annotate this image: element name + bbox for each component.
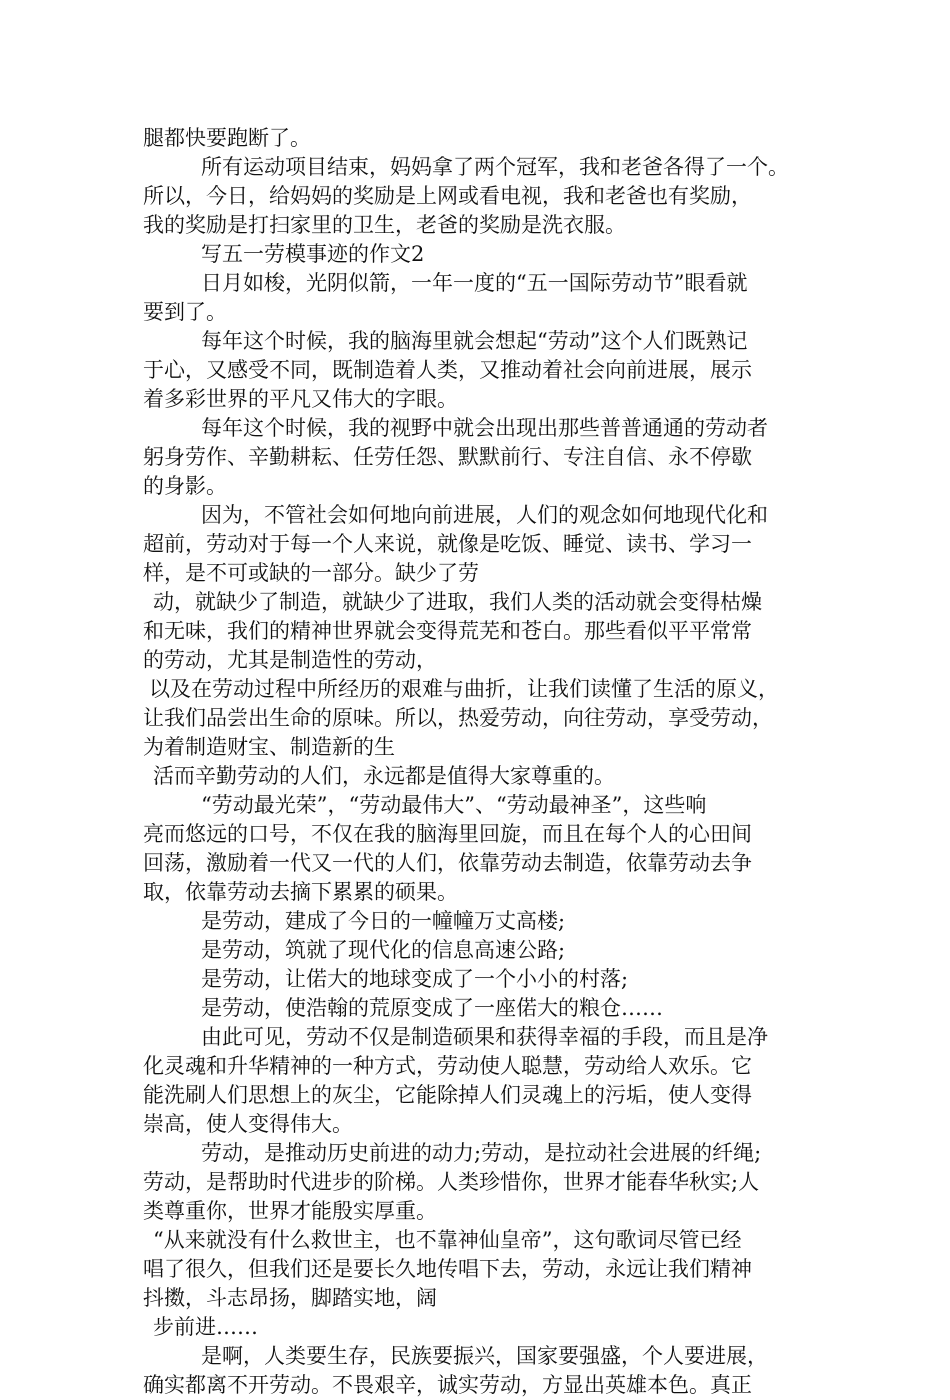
- text-line: 化灵魂和升华精神的一种方式，劳动使人聪慧，劳动给人欢乐。它: [143, 1054, 752, 1078]
- text-line: 是劳动，建成了今日的一幢幢万丈高楼;: [201, 909, 566, 933]
- text-line: “从来就没有什么救世主，也不靠神仙皇帝”，这句歌词尽管已经: [153, 1228, 742, 1252]
- text-line: 劳动，是推动历史前进的动力;劳动，是拉动社会进展的纤绳;: [201, 1141, 762, 1165]
- text-line: 日月如梭，光阴似箭，一年一度的“五一国际劳动节”眼看就: [201, 271, 748, 295]
- essay-body: [143, 124, 833, 1400]
- text-line: 由此可见，劳动不仅是制造硕果和获得幸福的手段，而且是净: [201, 1025, 768, 1049]
- text-line: 是劳动，筑就了现代化的信息高速公路;: [201, 938, 566, 962]
- text-line: 要到了。: [143, 300, 227, 324]
- text-line: 是啊，人类要生存，民族要振兴，国家要强盛，个人要进展，: [201, 1344, 768, 1368]
- text-line: 活而辛勤劳动的人们，永远都是值得大家尊重的。: [153, 764, 615, 788]
- text-line: 以及在劳动过程中所经历的艰难与曲折，让我们读懂了生活的原义，: [149, 677, 779, 701]
- text-line: 和无味，我们的精神世界就会变得荒芜和苍白。那些看似平平常常: [143, 619, 752, 643]
- text-line: 是劳动，使浩翰的荒原变成了一座偌大的粮仓……: [201, 996, 663, 1020]
- text-line: 着多彩世界的平凡又伟大的字眼。: [143, 387, 458, 411]
- text-line: 取，依靠劳动去摘下累累的硕果。: [143, 880, 458, 904]
- text-line: 每年这个时候，我的脑海里就会想起“劳动”这个人们既熟记: [201, 329, 748, 353]
- text-line: 样，是不可或缺的一部分。缺少了劳: [143, 561, 479, 585]
- text-line: 于心，又感受不同，既制造着人类，又推动着社会向前进展，展示: [143, 358, 752, 382]
- text-line: 能洗刷人们思想上的灰尘，它能除掉人们灵魂上的污垢，使人变得: [143, 1083, 752, 1107]
- text-line: 类尊重你，世界才能殷实厚重。: [143, 1199, 437, 1223]
- text-line: 为着制造财宝、制造新的生: [143, 735, 395, 759]
- text-line: 每年这个时候，我的视野中就会出现出那些普普通通的劳动者: [201, 416, 768, 440]
- text-line: 回荡，激励着一代又一代的人们，依靠劳动去制造，依靠劳动去争: [143, 851, 752, 875]
- text-line: 躬身劳作、辛勤耕耘、任劳任怨、默默前行、专注自信、永不停歇: [143, 445, 752, 469]
- text-line: 劳动，是帮助时代进步的阶梯。人类珍惜你，世界才能春华秋实;人: [143, 1170, 760, 1194]
- text-line: 崇高，使人变得伟大。: [143, 1112, 353, 1136]
- text-line: 确实都离不开劳动。不畏艰辛，诚实劳动，方显出英雄本色。真正: [143, 1373, 752, 1397]
- text-line: 所以，今日，给妈妈的奖励是上网或看电视，我和老爸也有奖励，: [143, 184, 752, 208]
- text-line: 让我们品尝出生命的原味。所以，热爱劳动，向往劳动，享受劳动，: [143, 706, 773, 730]
- text-line: 腿都快要跑断了。: [143, 126, 311, 150]
- text-line: 步前进……: [153, 1315, 258, 1339]
- text-line: 动，就缺少了制造，就缺少了进取，我们人类的活动就会变得枯燥: [153, 590, 762, 614]
- text-line: 的劳动，尤其是制造性的劳动，: [143, 648, 437, 672]
- text-line: 超前，劳动对于每一个人来说，就像是吃饭、睡觉、读书、学习一: [143, 532, 752, 556]
- text-line: 是劳动，让偌大的地球变成了一个小小的村落;: [201, 967, 629, 991]
- text-line: 抖擞，斗志昂扬，脚踏实地，阔: [143, 1286, 437, 1310]
- text-line: “劳动最光荣”，“劳动最伟大”、“劳动最神圣”，这些响: [201, 793, 707, 817]
- text-line: 所有运动项目结束，妈妈拿了两个冠军，我和老爸各得了一个。: [201, 155, 789, 179]
- text-line: 亮而悠远的口号，不仅在我的脑海里回旋，而且在每个人的心田间: [143, 822, 752, 846]
- text-line: 我的奖励是打扫家里的卫生，老爸的奖励是洗衣服。: [143, 213, 626, 237]
- text-line: 唱了很久，但我们还是要长久地传唱下去，劳动，永远让我们精神: [143, 1257, 752, 1281]
- section-heading: 写五一劳模事迹的作文2: [201, 242, 425, 266]
- text-line: 的身影。: [143, 474, 227, 498]
- text-line: 因为，不管社会如何地向前进展，人们的观念如何地现代化和: [201, 503, 768, 527]
